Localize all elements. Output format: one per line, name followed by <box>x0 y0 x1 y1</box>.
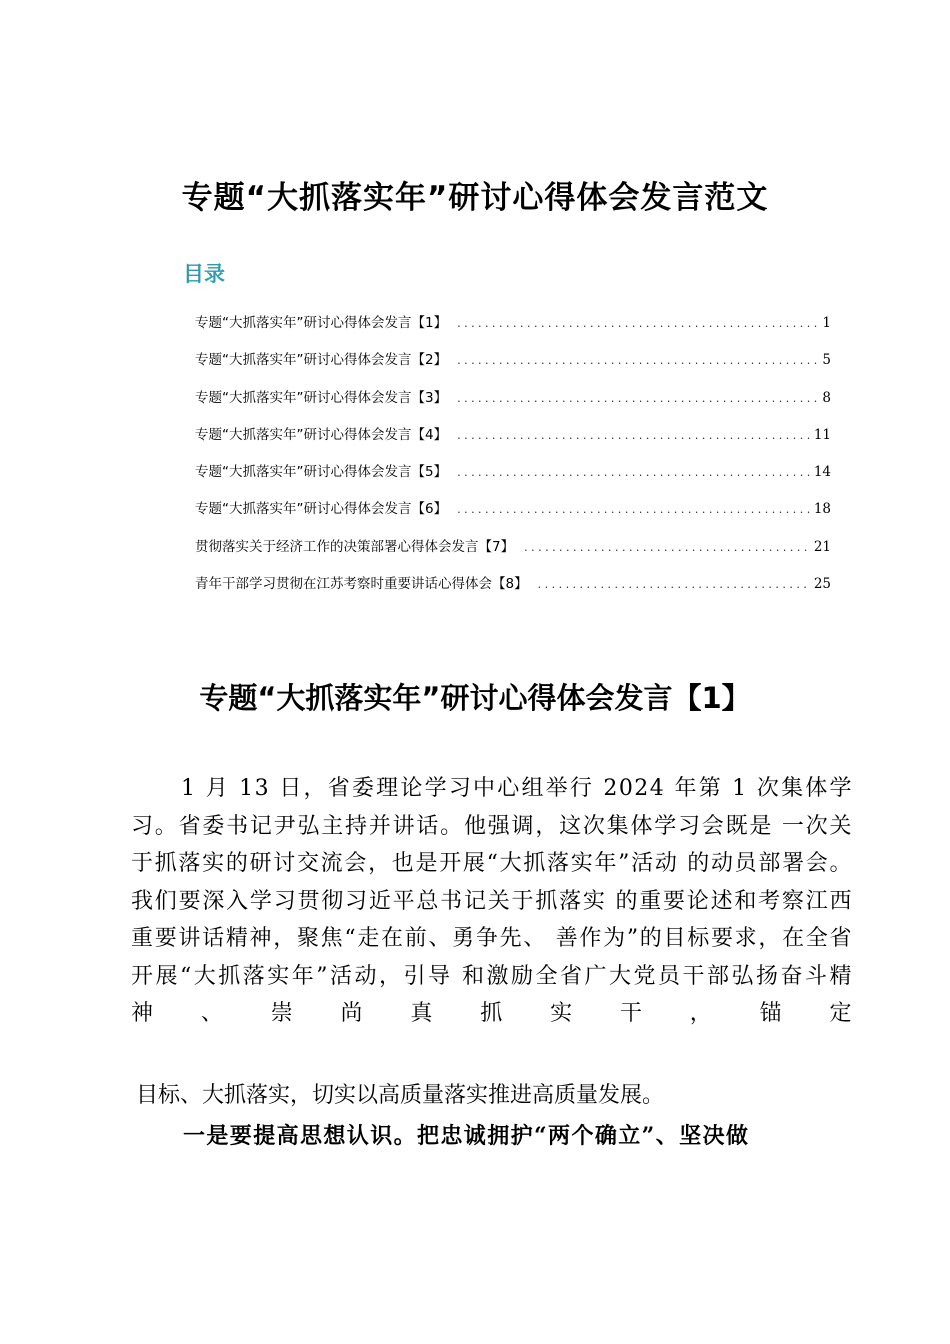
toc-item-label: 专题“大抓落实年”研讨心得体会发言【2】 <box>195 352 448 369</box>
toc-page-number: 14 <box>813 464 831 481</box>
toc-item-6[interactable] <box>195 497 831 534</box>
toc-item-1[interactable] <box>195 311 831 348</box>
toc-item-label: 青年干部学习贯彻在江苏考察时重要讲话心得体会【8】 <box>195 576 528 593</box>
toc-page-number: 1 <box>822 315 831 331</box>
toc-leader-dots <box>457 317 817 330</box>
toc-page-number: 25 <box>813 576 831 593</box>
bold-subheading: 一是要提高思想认识。把忠诚拥护“两个确立”、坚决做 <box>183 1123 750 1149</box>
toc-item-label: 专题“大抓落实年”研讨心得体会发言【4】 <box>195 426 448 443</box>
toc-item-label: 专题“大抓落实年”研讨心得体会发言【5】 <box>195 464 448 481</box>
toc-item-label: 贯彻落实关于经济工作的决策部署心得体会发言【7】 <box>195 538 515 555</box>
toc-leader-dots <box>538 578 810 591</box>
toc-leader-dots <box>524 541 810 554</box>
toc-item-5[interactable] <box>195 460 831 497</box>
body-paragraph-continuation: 目标、大抓落实，切实以高质量落实推进高质量发展。 <box>136 1083 665 1108</box>
toc-item-8[interactable] <box>195 572 831 609</box>
toc-item-label: 专题“大抓落实年”研讨心得体会发言【1】 <box>195 315 448 331</box>
toc-leader-dots <box>457 354 817 367</box>
toc-page-number: 8 <box>822 389 831 406</box>
toc-page-number: 21 <box>813 538 831 555</box>
toc-leader-dots <box>457 503 810 516</box>
toc-item-2[interactable] <box>195 348 831 385</box>
toc-leader-dots <box>457 429 810 442</box>
table-of-contents <box>195 311 831 609</box>
toc-leader-dots <box>457 392 817 405</box>
toc-item-4[interactable] <box>195 423 831 460</box>
document-title: 专题“大抓落实年”研讨心得体会发言范文 <box>181 180 769 216</box>
toc-item-3[interactable] <box>195 386 831 423</box>
toc-item-label: 专题“大抓落实年”研讨心得体会发言【3】 <box>195 389 448 406</box>
toc-leader-dots <box>457 466 810 479</box>
toc-item-label: 专题“大抓落实年”研讨心得体会发言【6】 <box>195 501 448 518</box>
toc-item-7[interactable] <box>195 535 831 572</box>
toc-heading: 目录 <box>183 262 225 286</box>
toc-page-number: 18 <box>813 501 831 518</box>
toc-page-number: 11 <box>813 426 831 443</box>
section-title: 专题“大抓落实年”研讨心得体会发言【1】 <box>199 681 751 715</box>
body-paragraph: 1 月 13 日，省委理论学习中心组举行 2024 年第 1 次集体学 习。省委书记尹弘主持并讲话。他强调，这次集体学习会既是 一次关于抓落实的研讨交流会，也是开展“大抓落实年”活动 的动员部署会。我们要深入学习贯彻习近平总书记关于抓落实 的重要论述和考察江西重要讲话精神，聚焦“走在前、勇争先、 善作为”的目标要求，在全省开展“大抓落实年”活动，引导 和激励全省广大党员干部弘扬奋斗精神、崇尚真抓实干，锚定 <box>131 776 853 1026</box>
toc-page-number: 5 <box>822 352 831 369</box>
